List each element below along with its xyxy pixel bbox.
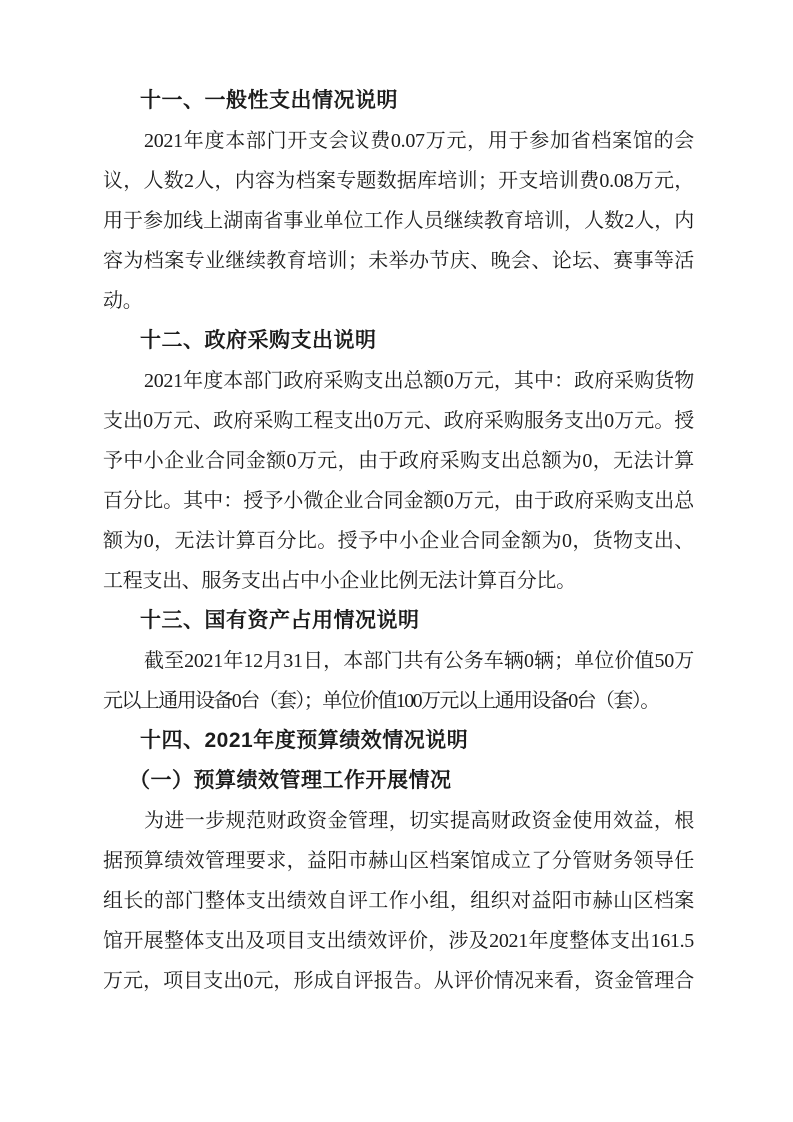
paragraph-line: 2021年度本部门开支会议费0.07万元，用于参加省档案馆的会 (144, 130, 694, 152)
paragraph-line: 容为档案专业继续教育培训；未举办节庆、晚会、论坛、赛事等活 (103, 250, 694, 272)
paragraph-line: 支出0万元、政府采购工程支出0万元、政府采购服务支出0万元。授 (103, 410, 694, 432)
section-heading: 十四、2021年度预算绩效情况说明 (140, 729, 469, 752)
section-heading: 十二、政府采购支出说明 (140, 329, 377, 352)
section-heading: 十三、国有资产占用情况说明 (140, 609, 420, 632)
paragraph-line: 用于参加线上湖南省事业单位工作人员继续教育培训，人数2人，内 (103, 210, 694, 232)
paragraph-line: 据预算绩效管理要求，益阳市赫山区档案馆成立了分管财务领导任 (103, 850, 694, 872)
section-state-assets (103, 601, 694, 721)
paragraph-line: 组长的部门整体支出绩效自评工作小组，组织对益阳市赫山区档案 (103, 890, 694, 912)
paragraph-line: 馆开展整体支出及项目支出绩效评价，涉及2021年度整体支出161.5 (103, 930, 694, 952)
document-content (103, 81, 694, 1001)
paragraph-line: 予中小企业合同金额0万元，由于政府采购支出总额为0，无法计算 (103, 450, 694, 472)
paragraph-line: 万元，项目支出0元，形成自评报告。从评价情况来看，资金管理合 (103, 970, 694, 992)
section-government-procurement (103, 321, 694, 601)
paragraph-line: 为进一步规范财政资金管理，切实提高财政资金使用效益，根 (144, 810, 694, 832)
paragraph-line: 工程支出、服务支出占中小企业比例无法计算百分比。 (103, 570, 576, 592)
paragraph-line: 议，人数2人，内容为档案专题数据库培训；开支培训费0.08万元， (103, 170, 694, 192)
subsection-heading: （一）预算绩效管理工作开展情况 (129, 769, 452, 792)
paragraph-line: 额为0，无法计算百分比。授予中小企业合同金额为0，货物支出、 (103, 530, 694, 552)
section-heading: 十一、一般性支出情况说明 (140, 89, 398, 112)
section-budget-performance (103, 721, 694, 1001)
paragraph-line: 元以上通用设备0台（套）；单位价值100万元以上通用设备0台（套）。 (103, 690, 659, 712)
paragraph-line: 百分比。其中：授予小微企业合同金额0万元，由于政府采购支出总 (103, 490, 694, 512)
paragraph-line: 2021年度本部门政府采购支出总额0万元，其中：政府采购货物 (144, 370, 694, 392)
section-general-expenditure (103, 81, 694, 321)
paragraph-line: 截至2021年12月31日，本部门共有公务车辆0辆；单位价值50万 (144, 650, 694, 672)
paragraph-line: 动。 (103, 290, 143, 312)
